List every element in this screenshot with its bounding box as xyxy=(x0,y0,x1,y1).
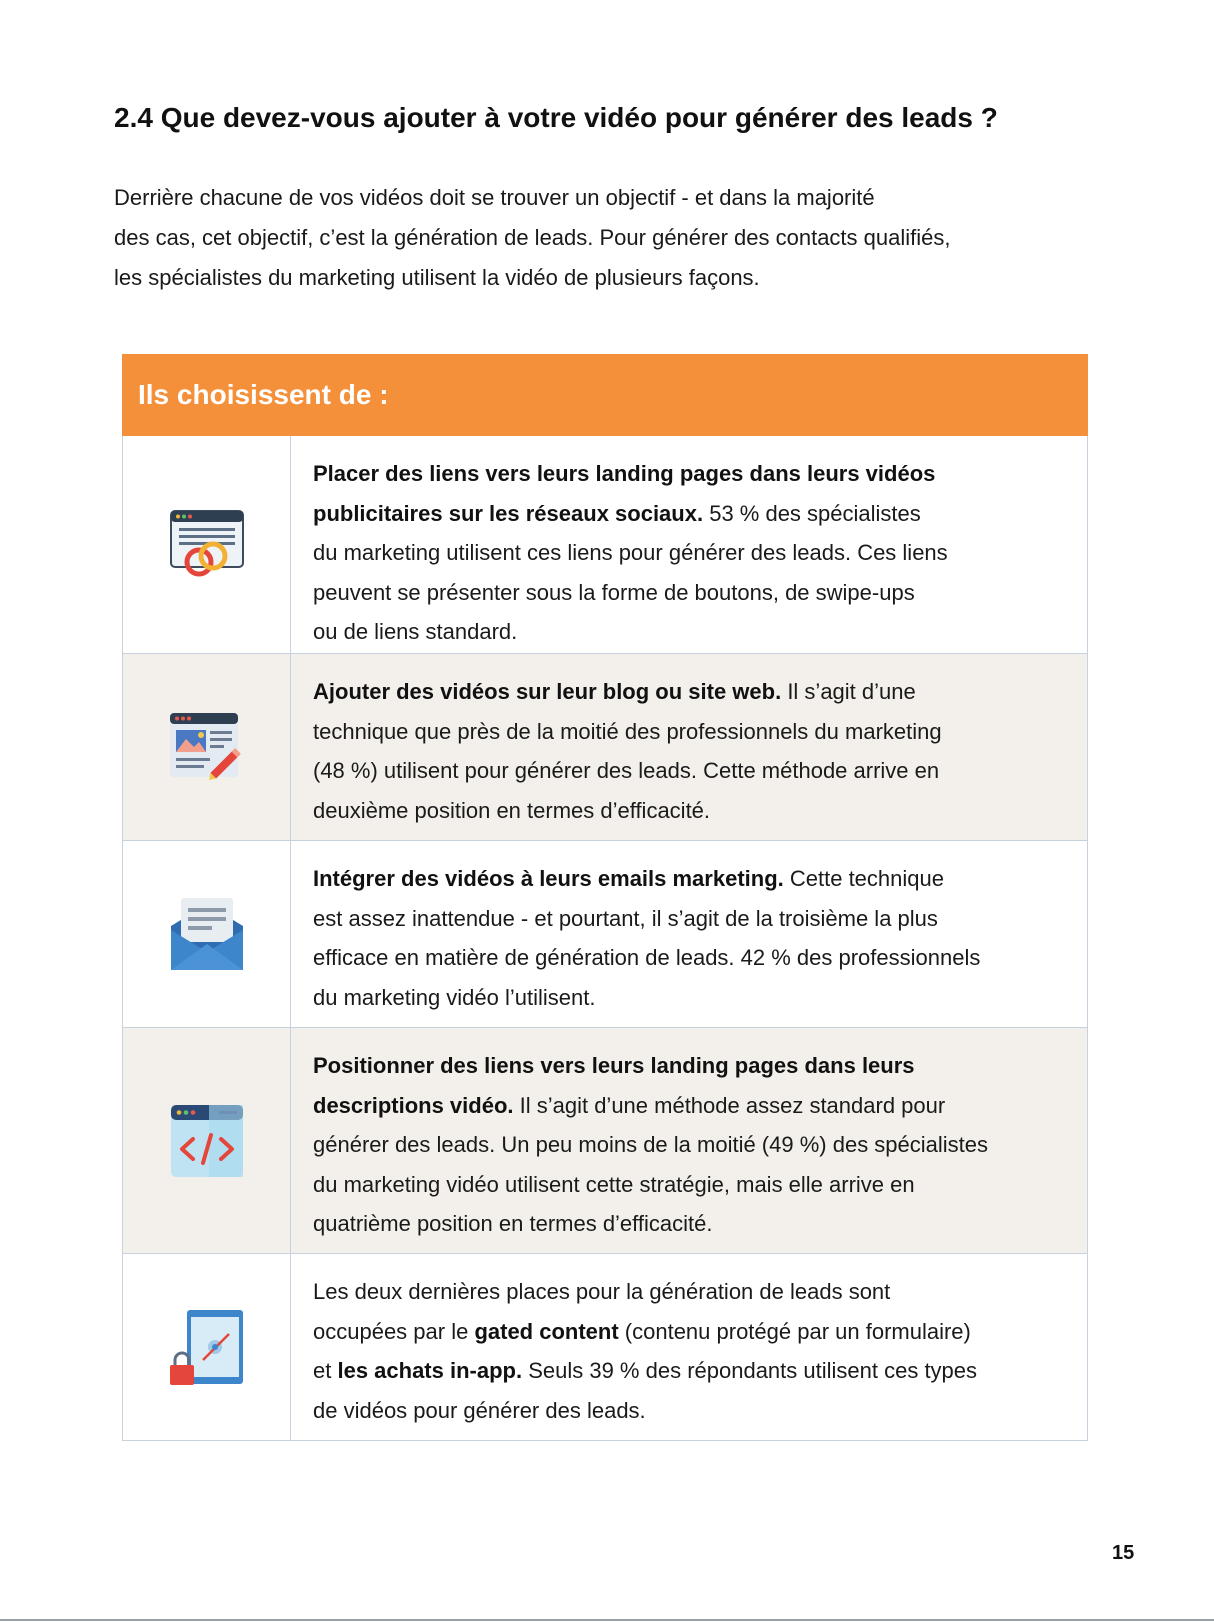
text-line: quatrième position en termes d’efficacité. xyxy=(313,1211,713,1236)
text-line: générer des leads. Un peu moins de la moitié (49 %) des spécialistes xyxy=(313,1132,989,1157)
browser-link-icon xyxy=(169,507,245,583)
row-text xyxy=(291,654,1087,840)
text-line: Les deux dernières places pour la génération de leads sont xyxy=(313,1279,891,1304)
intro-paragraph xyxy=(114,178,1074,298)
text-line: du marketing vidéo l’utilisent. xyxy=(313,984,596,1010)
text-line: ou de liens standard. xyxy=(313,619,518,644)
text-line: et les achats in-app. Seuls 39 % des répondants utilisent ces types xyxy=(313,1358,978,1383)
row-text xyxy=(291,1254,1087,1440)
lead-methods-table xyxy=(122,354,1088,1441)
table-header xyxy=(122,354,1088,436)
blog-edit-icon xyxy=(168,711,246,783)
row-text xyxy=(291,436,1087,653)
text-line: Placer des liens vers leurs landing pages dans leurs vidéos xyxy=(313,461,936,486)
intro-line: des cas, cet objectif, c’est la génération de leads. Pour générer des contacts qualifiés, xyxy=(114,225,951,250)
text-line: est assez inattendue - et pourtant, il s’agit de la troisième la plus xyxy=(313,905,938,931)
text-line: du marketing vidéo utilisent cette stratégie, mais elle arrive en xyxy=(313,1171,915,1197)
text-line: deuxième position en termes d’efficacité. xyxy=(313,797,711,823)
code-window-icon xyxy=(169,1103,245,1179)
table-header-title: Ils choisissent de : xyxy=(138,379,389,410)
icon-cell xyxy=(123,841,291,1027)
table-row xyxy=(122,841,1088,1028)
locked-tablet-icon xyxy=(169,1308,245,1386)
table-row xyxy=(122,1028,1088,1254)
row-text xyxy=(291,841,1087,1027)
text-line: Intégrer des vidéos à leurs emails marketing. Cette technique xyxy=(313,866,944,891)
text-line: descriptions vidéo. Il s’agit d’une méthode assez standard pour xyxy=(313,1092,946,1118)
text-line: occupées par le gated content (contenu protégé par un formulaire) xyxy=(313,1318,971,1344)
icon-cell xyxy=(123,1254,291,1440)
text-line: publicitaires sur les réseaux sociaux. 53 % des spécialistes xyxy=(313,500,921,526)
table-row xyxy=(122,436,1088,654)
page-number: 15 xyxy=(1112,1542,1135,1564)
text-line: (48 %) utilisent pour générer des leads. Cette méthode arrive en xyxy=(313,758,940,783)
bottom-divider xyxy=(0,1619,1214,1621)
text-line: Positionner des liens vers leurs landing pages dans leurs xyxy=(313,1053,915,1078)
intro-line: les spécialistes du marketing utilisent la vidéo de plusieurs façons. xyxy=(114,265,760,290)
icon-cell xyxy=(123,436,291,653)
text-line: efficace en matière de génération de leads. 42 % des professionnels xyxy=(313,945,981,970)
text-line: technique que près de la moitié des professionnels du marketing xyxy=(313,718,942,744)
table-row xyxy=(122,1254,1088,1441)
row-text xyxy=(291,1028,1087,1253)
text-line: du marketing utilisent ces liens pour générer des leads. Ces liens xyxy=(313,540,948,565)
text-line: peuvent se présenter sous la forme de boutons, de swipe-ups xyxy=(313,579,915,605)
text-line: de vidéos pour générer des leads. xyxy=(313,1397,646,1423)
icon-cell xyxy=(123,1028,291,1253)
table-row xyxy=(122,654,1088,841)
icon-cell xyxy=(123,654,291,840)
intro-line: Derrière chacune de vos vidéos doit se trouver un objectif - et dans la majorité xyxy=(114,185,875,210)
text-line: Ajouter des vidéos sur leur blog ou site web. Il s’agit d’une xyxy=(313,679,916,704)
page-heading: 2.4 Que devez-vous ajouter à votre vidéo pour générer des leads ? xyxy=(114,102,998,133)
envelope-icon xyxy=(169,896,245,972)
